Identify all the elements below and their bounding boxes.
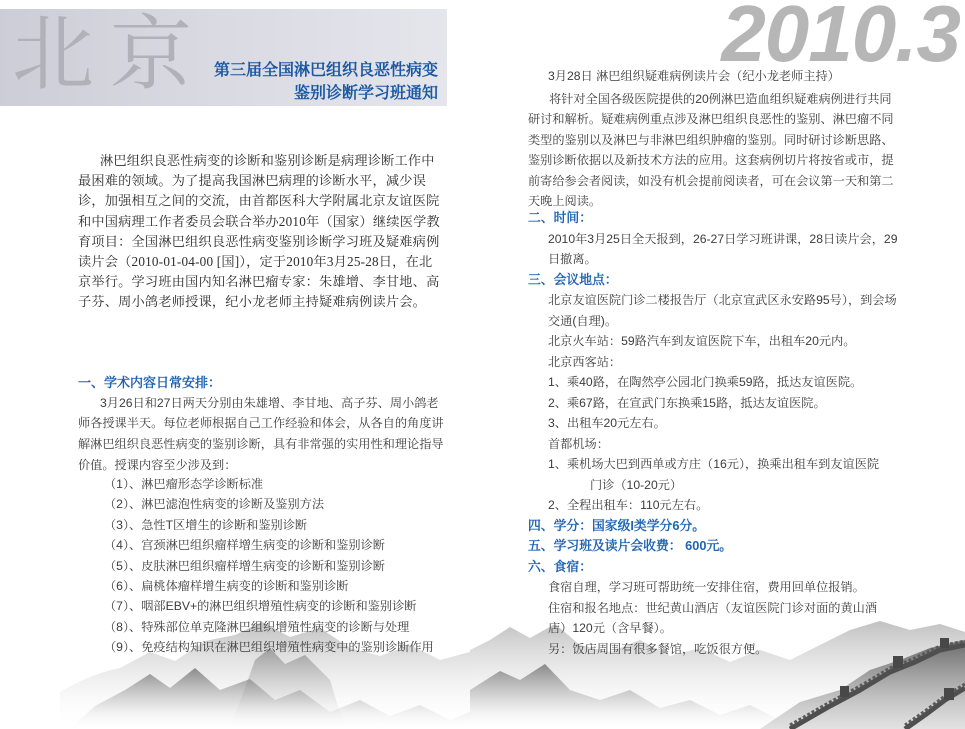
topic-item: （8）、特殊部位单克隆淋巴组织增殖性病变的诊断与处理: [104, 619, 410, 634]
topic-item: （1）、淋巴瘤形态学诊断标准: [104, 477, 264, 491]
session-line: 前寄给参会者阅读，如没有机会提前阅读者，可在会议第一天和第二: [528, 173, 894, 188]
session-heading: 3月28日 淋巴组织疑难病例读片会（纪小龙老师主持）: [548, 69, 840, 83]
time-line: 日撤离。: [548, 252, 597, 266]
intro-paragraph: [78, 151, 440, 313]
section1-line: 师各授课半天。每位老师根据自己工作经验和体会，从各自的角度讲: [78, 416, 444, 431]
session-line: 鉴别诊断依据以及新技术方法的应用。这套病例切片将按省或市，提: [528, 153, 894, 168]
session-line: 将针对全国各级医院提供的20例淋巴造血组织疑难病例进行共同: [549, 92, 892, 106]
section1-line: 价值。授课内容至少涉及到：: [78, 457, 237, 472]
topic-item: （9）、免疫结构知识在淋巴组织增殖性病变中的鉴别诊断作用: [104, 640, 434, 655]
topic-item: （5）、皮肤淋巴组织瘤样增生病变的诊断和鉴别诊断: [104, 558, 385, 573]
section-heading: 一、学术内容日常安排：: [78, 375, 222, 390]
city-watermark: 北京: [12, 7, 209, 102]
venue-line: 北京友谊医院门诊二楼报告厅（北京宣武区永安路95号），到会场: [548, 293, 897, 307]
session-paragraph: [528, 89, 894, 211]
venue-line: 交通(自理)。: [548, 313, 618, 328]
venue-line: 首都机场：: [548, 436, 609, 451]
intro-line: 京举行。学习班由国内知名淋巴瘤专家：朱雄增、李甘地、高: [78, 274, 440, 290]
details-column: [528, 208, 897, 659]
issue-date: 2010.3: [721, 0, 960, 78]
section-heading: 四、学分：国家级I类学分6分。: [528, 517, 706, 533]
intro-line: 子芬、周小鸽老师授课，纪小龙老师主持疑难病例读片会。: [78, 294, 427, 310]
section1-line: 解淋巴组织良恶性病变的鉴别诊断，具有非常强的实用性和理论指导: [78, 437, 444, 452]
topic-item: （2）、淋巴滤泡性病变的诊断及鉴别方法: [104, 497, 325, 512]
section1-line: 3月26日和27日两天分别由朱雄增、李甘地、高子芬、周小鸽老: [100, 395, 439, 410]
topic-item: （4）、宫颈淋巴组织瘤样增生病变的诊断和鉴别诊断: [104, 538, 385, 553]
session-line: 天晚上阅读。: [528, 194, 602, 209]
intro-line: 淋巴组织良恶性病变的诊断和鉴别诊断是病理诊断工作中: [100, 153, 435, 168]
intro-line: 育项目：全国淋巴组织良恶性病变鉴别诊断学习班及疑难病例: [78, 233, 440, 249]
lodging-line: 食宿自理，学习班可帮助统一安排住宿，费用回单位报销。: [548, 580, 865, 594]
venue-line: 3、出租车20元左右。: [548, 416, 666, 430]
session-line: 研讨和解析。疑难病例重点涉及淋巴组织良恶性的鉴别、淋巴瘤不同: [528, 112, 894, 127]
page-title: [214, 59, 438, 105]
lodging-line: 住宿和报名地点：世纪黄山酒店（友谊医院门诊对面的黄山酒: [548, 600, 878, 615]
venue-line: 1、乘40路，在陶然亭公园北门换乘59路，抵达友谊医院。: [548, 375, 863, 389]
topic-list: [104, 474, 434, 658]
session-line: 类型的鉴别以及淋巴与非淋巴组织肿瘤的鉴别。同时研讨诊断思路、: [528, 132, 894, 147]
venue-line: 北京西客站：: [548, 354, 622, 369]
intro-line: 和中国病理工作者委员会联合举办2010年（国家）继续医学教: [78, 213, 440, 229]
section-heading: 六、食宿：: [528, 558, 592, 574]
lodging-line: 另：饭店周围有很多餐馆，吃饭很方便。: [548, 641, 768, 656]
time-line: 2010年3月25日全天报到，26-27日学习班讲课，28日读片会，29: [548, 231, 898, 246]
topic-item: （6）、扁桃体瘤样增生病变的诊断和鉴别诊断: [104, 579, 349, 594]
venue-line: 1、乘机场大巴到西单或方庄（16元），换乘出租车到友谊医院: [548, 457, 880, 471]
section-heading: 三、会议地点：: [528, 271, 618, 287]
section-heading: 五、学习班及读片会收费： 600元。: [528, 538, 733, 553]
title-line: 第三届全国淋巴组织良恶性病变: [213, 62, 438, 79]
venue-line: 2、全程出租车：110元左右。: [548, 498, 709, 512]
intro-line: 最困难的领域。为了提高我国淋巴病理的诊断水平，减少误: [78, 173, 427, 189]
venue-line: 门诊（10-20元）: [590, 477, 683, 492]
title-line: 鉴别诊断学习班通知: [293, 85, 438, 102]
venue-line: 北京火车站：59路汽车到友谊医院下车，出租车20元内。: [548, 334, 856, 348]
section1-paragraph: [78, 393, 444, 476]
topic-item: （7）、咽部EBV+的淋巴组织增殖性病变的诊断和鉴别诊断: [104, 599, 417, 614]
intro-line: 读片会（2010-01-04-00 [国]），定于2010年3月25-28日，在北: [78, 254, 433, 270]
venue-line: 2、乘67路，在宣武门东换乘15路，抵达友谊医院。: [548, 395, 826, 410]
intro-line: 诊，加强相互之间的交流，由首都医科大学附属北京友谊医院: [78, 193, 440, 209]
section-heading: 二、时间：: [528, 210, 592, 225]
lodging-line: 店）120元（含早餐）。: [548, 621, 672, 635]
topic-item: （3）、急性T区增生的诊断和鉴别诊断: [104, 517, 308, 532]
